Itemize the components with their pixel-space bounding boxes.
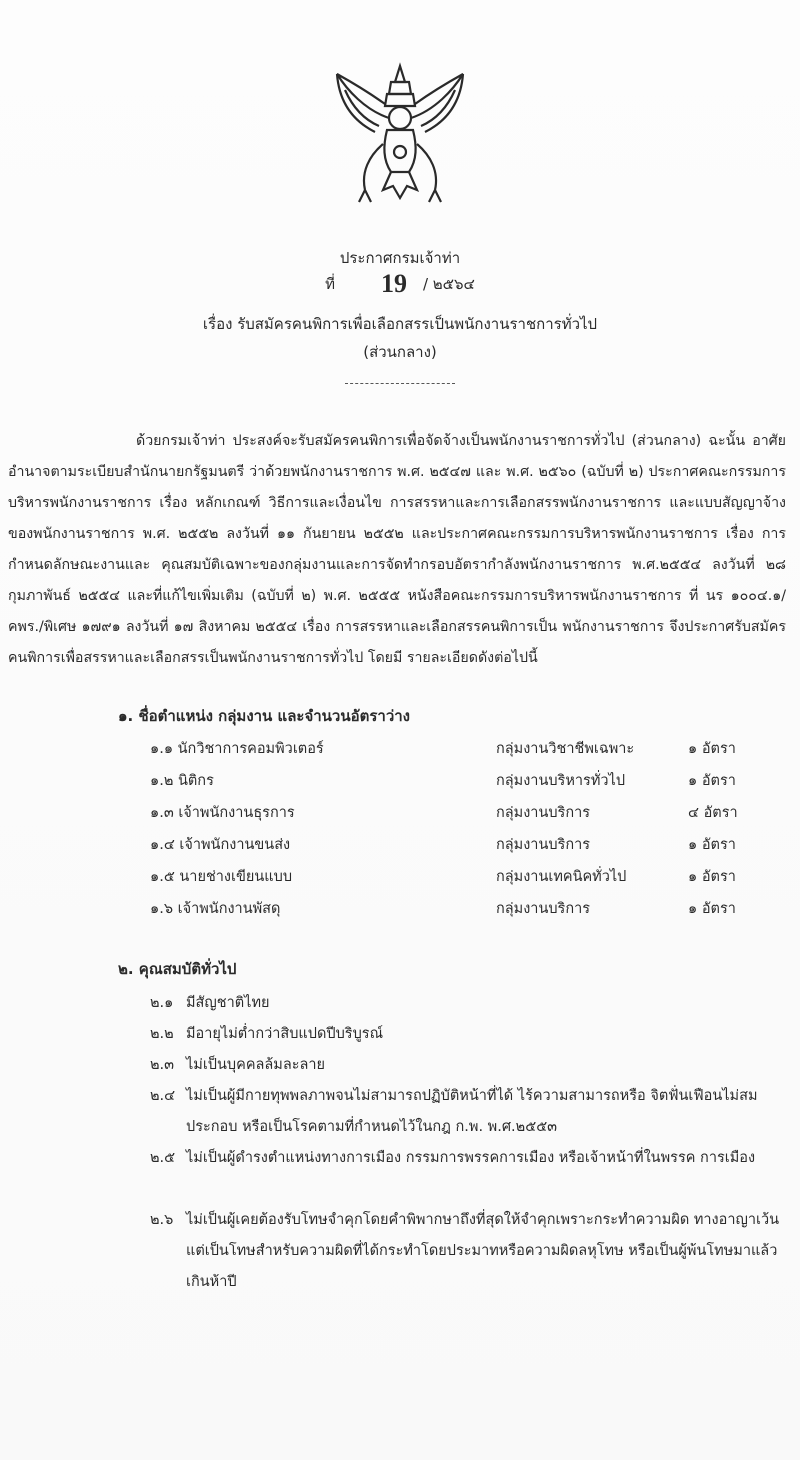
position-row: [150, 737, 790, 761]
qualification-number: ๒.๔: [150, 1088, 176, 1104]
qualification-item: [150, 1081, 780, 1143]
position-count: ๑ อัตรา: [688, 869, 736, 885]
number-year: / ๒๕๖๔: [422, 275, 475, 293]
garuda-emblem-icon: [325, 60, 475, 210]
qualification-number: ๒.๑: [150, 995, 174, 1011]
body-paragraph: ด้วยกรมเจ้าท่า ประสงค์จะรับสมัครคนพิการเพื่อจัดจ้างเป็นพนักงานราชการทั่วไป (ส่วนกลาง) ฉะนั้น อาศัยอำนาจตามระเบียบสำนักนายกรัฐมนตรี ว่าด้วยพนักงานราชการ พ.ศ. ๒๕๔๗ และ พ.ศ. ๒๕๖๐ (ฉบับที่ ๒) ประกาศคณะกรรมการบริหารพนักงานราชการ เรื่อง หลักเกณฑ์ วิธีการและเงื่อนไข การสรรหาและการเลือกสรรพนักงานราชการ และแบบสัญญาจ้างของพนักงานราชการ พ.ศ. ๒๕๕๒ ลงวันที่ ๑๑ กันยายน ๒๕๕๒ และประกาศคณะกรรมการบริหารพนักงานราชการ เรื่อง การกำหนดลักษณะงานและ คุณสมบัติเฉพาะของกลุ่มงานและการจัดทำกรอบอัตรากำลังพนักงานราชการ พ.ศ.๒๕๕๔ ลงวันที่ ๒๘ กุมภาพันธ์ ๒๕๕๔ และที่แก้ไขเพิ่มเติม (ฉบับที่ ๒) พ.ศ. ๒๕๕๕ หนังสือคณะกรรมการบริหารพนักงานราชการ ที่ นร ๑๐๐๔.๑/คพร./พิเศษ ๑๗๙๑ ลงวันที่ ๑๗ สิงหาคม ๒๕๕๔ เรื่อง การสรรหาและเลือกสรรคนพิการเป็น พนักงานราชการ จึงประกาศรับสมัครคนพิการเพื่อสรรหาและเลือกสรรเป็นพนักงานราชการทั่วไป โดยมี รายละเอียดดังต่อไปนี้: [8, 433, 786, 666]
position-row: [150, 865, 790, 889]
position-name: ๑.๔ เจ้าพนักงานขนส่ง: [150, 837, 291, 853]
qualification-item: [150, 988, 780, 1019]
document-subject: เรื่อง รับสมัครคนพิการเพื่อเลือกสรรเป็นพนักงานราชการทั่วไป: [202, 315, 598, 333]
section2-heading: ๒. คุณสมบัติทั่วไป: [118, 960, 237, 978]
number-label: ที่: [325, 275, 335, 293]
document-number: [0, 269, 800, 298]
qualification-text: ไม่เป็นผู้มีกายทุพพลภาพจนไม่สามารถปฏิบัติหน้าที่ได้ ไร้ความสามารถหรือ จิตฟั่นเฟือนไม่สมประกอบ หรือเป็นโรคตามที่กำหนดไว้ในกฎ ก.พ. พ.ศ.๒๕๕๓: [186, 1088, 758, 1135]
position-group: กลุ่มงานบริการ: [496, 901, 591, 917]
position-name: ๑.๓ เจ้าพนักงานธุรการ: [150, 805, 295, 821]
position-group: กลุ่มงานเทคนิคทั่วไป: [496, 869, 627, 885]
document-title: ประกาศกรมเจ้าท่า: [339, 249, 461, 267]
position-name: ๑.๑ นักวิชาการคอมพิวเตอร์: [150, 741, 324, 757]
position-name: ๑.๕ นายช่างเขียนแบบ: [150, 869, 293, 885]
section1-heading: ๑. ชื่อตำแหน่ง กลุ่มงาน และจำนวนอัตราว่าง: [118, 707, 410, 725]
position-count: ๔ อัตรา: [688, 805, 738, 821]
position-count: ๑ อัตรา: [688, 837, 736, 853]
position-group: กลุ่มงานวิชาชีพเฉพาะ: [496, 741, 635, 757]
position-count: ๑ อัตรา: [688, 773, 736, 789]
qualification-text: ไม่เป็นผู้ดำรงตำแหน่งทางการเมือง กรรมการพรรคการเมือง หรือเจ้าหน้าที่ในพรรค การเมือง: [186, 1150, 756, 1166]
qualification-item: [150, 1050, 780, 1081]
position-row: [150, 833, 790, 857]
position-group: กลุ่มงานบริการ: [496, 805, 591, 821]
qualification-item: [150, 1143, 780, 1174]
qualification-number: ๒.๖: [150, 1212, 174, 1228]
position-group: กลุ่มงานบริหารทั่วไป: [496, 773, 626, 789]
number-value: 19: [380, 269, 407, 298]
header-divider: [345, 383, 455, 384]
qualification-number: ๒.๕: [150, 1150, 176, 1166]
position-row: [150, 801, 790, 825]
qualification-text: ไม่เป็นบุคคลล้มละลาย: [186, 1057, 326, 1073]
qualification-text: ไม่เป็นผู้เคยต้องรับโทษจำคุกโดยคำพิพากษาถึงที่สุดให้จำคุกเพราะกระทำความผิด ทางอาญาเว้นแต่เป็นโทษสำหรับความผิดที่ได้กระทำโดยประมาทหรือความผิดลหุโทษ หรือเป็นผู้พ้นโทษมาแล้วเกินห้าปี: [186, 1212, 779, 1290]
qualification-item: [150, 1019, 780, 1050]
position-row: [150, 769, 790, 793]
qualification-text: มีสัญชาติไทย: [186, 995, 270, 1011]
document-subject-line2: (ส่วนกลาง): [363, 343, 437, 361]
position-name: ๑.๒ นิติกร: [150, 773, 214, 789]
qualification-item: [150, 1205, 780, 1298]
position-count: ๑ อัตรา: [688, 741, 736, 757]
qualification-number: ๒.๒: [150, 1026, 174, 1042]
position-group: กลุ่มงานบริการ: [496, 837, 591, 853]
position-name: ๑.๖ เจ้าพนักงานพัสดุ: [150, 901, 281, 917]
position-count: ๑ อัตรา: [688, 901, 736, 917]
qualification-number: ๒.๓: [150, 1057, 175, 1073]
position-row: [150, 897, 790, 921]
qualification-text: มีอายุไม่ต่ำกว่าสิบแปดปีบริบูรณ์: [186, 1026, 384, 1042]
